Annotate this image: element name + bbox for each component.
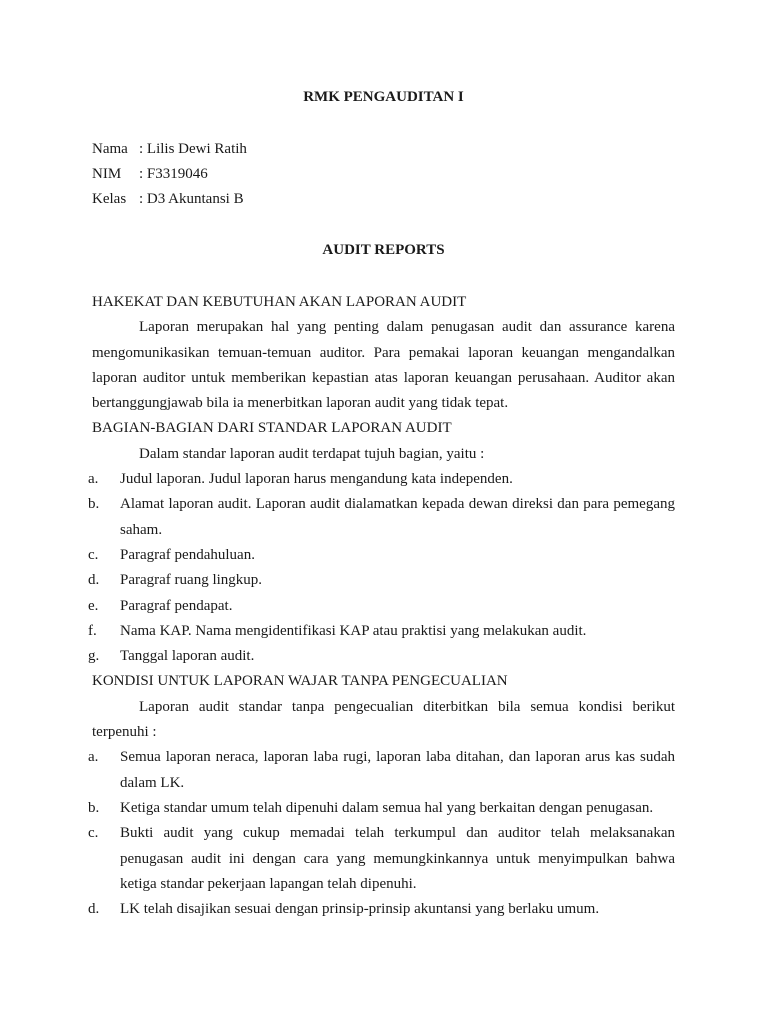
document-title: RMK PENGAUDITAN I — [303, 89, 464, 105]
section-paragraph: Dalam standar laporan audit terdapat tujuh bagian, yaitu : — [139, 445, 485, 462]
list-item-text: Alamat laporan audit. Laporan audit dialamatkan kepada dewan direksi dan para pemegang saham. — [120, 496, 675, 538]
list-item-text: Semua laporan neraca, laporan laba rugi, laporan laba ditahan, dan laporan arus kas sudah dalam LK. — [120, 749, 675, 791]
unqualified-conditions-list — [88, 745, 675, 922]
list-item — [88, 745, 675, 796]
nama-value: : Lilis Dewi Ratih — [139, 141, 247, 157]
list-marker: g. — [88, 648, 100, 665]
list-marker: d. — [88, 572, 100, 589]
list-marker: c. — [88, 546, 99, 563]
list-item-text: Tanggal laporan audit. — [120, 648, 255, 665]
list-item-text: LK telah disajikan sesuai dengan prinsip-prinsip akuntansi yang berlaku umum. — [120, 901, 600, 918]
nama-label: Nama — [92, 141, 128, 157]
list-item-text: Paragraf pendapat. — [120, 597, 233, 614]
list-item-text: Nama KAP. Nama mengidentifikasi KAP atau praktisi yang melakukan audit. — [120, 622, 587, 639]
list-item — [88, 543, 675, 568]
list-item — [88, 644, 675, 669]
list-marker: f. — [88, 622, 97, 639]
list-item — [88, 568, 675, 593]
section-heading: BAGIAN-BAGIAN DARI STANDAR LAPORAN AUDIT — [92, 420, 452, 437]
document-page — [88, 0, 675, 1024]
section-paragraph: Laporan audit standar tanpa pengecualian diterbitkan bila semua kondisi berikut terpenuhi : — [92, 698, 675, 741]
identity-kelas — [92, 189, 244, 209]
list-marker: b. — [88, 799, 100, 816]
list-item-text: Paragraf pendahuluan. — [120, 546, 255, 563]
nim-value: : F3319046 — [139, 166, 208, 182]
section-heading: HAKEKAT DAN KEBUTUHAN AKAN LAPORAN AUDIT — [92, 294, 467, 310]
kelas-value: : D3 Akuntansi B — [139, 191, 244, 207]
list-item — [88, 594, 675, 619]
section-heading: KONDISI UNTUK LAPORAN WAJAR TANPA PENGECUALIAN — [92, 673, 508, 690]
identity-nim — [92, 164, 208, 184]
list-item — [88, 467, 675, 492]
kelas-label: Kelas — [92, 191, 127, 207]
list-item — [88, 897, 675, 922]
list-marker: e. — [88, 597, 99, 614]
nim-label: NIM — [92, 166, 122, 182]
audit-report-parts-list — [88, 467, 675, 669]
list-marker: a. — [88, 749, 99, 766]
list-item-text: Ketiga standar umum telah dipenuhi dalam semua hal yang berkaitan dengan penugasan. — [120, 799, 654, 816]
list-item — [88, 821, 675, 897]
list-marker: c. — [88, 825, 99, 842]
document-subtitle: AUDIT REPORTS — [322, 242, 445, 258]
list-item-text: Judul laporan. Judul laporan harus mengandung kata independen. — [120, 471, 513, 488]
list-item-text: Paragraf ruang lingkup. — [120, 572, 263, 589]
list-item-text: Bukti audit yang cukup memadai telah terkumpul dan auditor telah melaksanakan penugasan audit ini dengan cara yang memungkinkannya untuk menyimpulkan bahwa ketiga standar pekerjaan lapangan telah dipenuhi. — [120, 825, 675, 892]
list-item — [88, 796, 675, 821]
list-item — [88, 492, 675, 543]
section-paragraph: Laporan merupakan hal yang penting dalam penugasan audit dan assurance karena mengomunikasikan temuan-temuan auditor. Para pemakai laporan keuangan mengandalkan laporan auditor untuk memberikan kepastian atas laporan keuangan perusahaan. Auditor akan bertanggungjawab bila ia menerbitkan laporan audit yang tidak tepat. — [92, 319, 675, 412]
document-body — [88, 290, 675, 922]
list-item — [88, 619, 675, 644]
list-marker: b. — [88, 496, 100, 513]
list-marker: a. — [88, 471, 99, 488]
list-marker: d. — [88, 901, 100, 918]
identity-nama — [92, 139, 247, 159]
